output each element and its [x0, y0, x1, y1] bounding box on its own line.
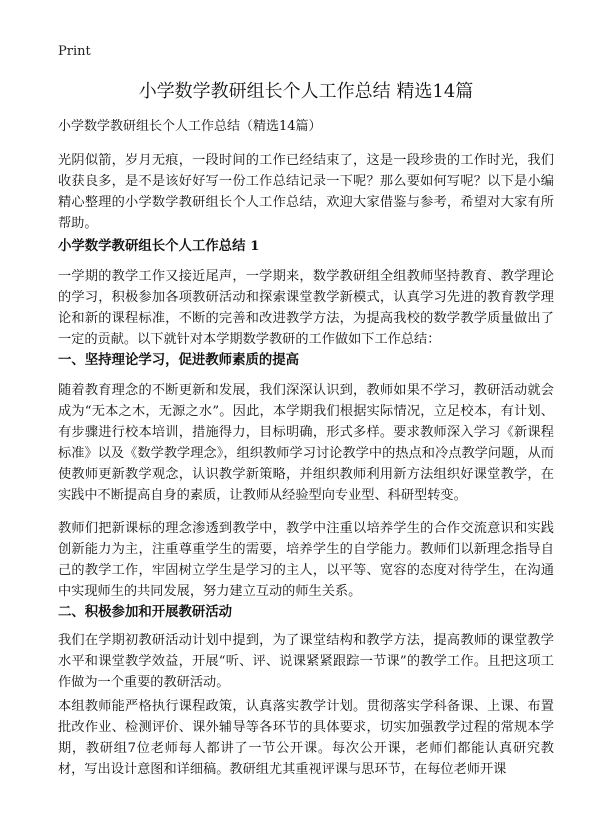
- document-title: 小学数学教研组长个人工作总结 精选14篇: [138, 81, 474, 102]
- heading-1-paragraph-1: 随着教育理念的不断更新和发展，我们深深认识到，教师如果不学习，教研活动就会成为“无本之木，无源之水”。因此，本学期我们根据实际情况，立足校本，有计划、有步骤进行校本培训，措施得力，目标明确，形式多样。要求教师深入学习《新课程标准》以及《数学教学理念》，组织教师学习讨论教学中的热点和冷点教学问题，从而使教师更新教学观念，认识教学新策略，并组织教师利用新方法组织好课堂教学，在实践中不断提高自身的素质，让教师从经验型向专业型、科研型转变。: [58, 383, 554, 503]
- heading-1-paragraph-2: 教师们把新课标的理念渗透到教学中，教学中注重以培养学生的合作交流意识和实践创新能力为主，注重尊重学生的需要，培养学生的自学能力。教师们以新理念指导自己的教学工作，牢固树立学生是学习的主人，以平等、宽容的态度对待学生，在沟通中实现师生的共同发展，努力建立互动的师生关系。: [58, 521, 554, 599]
- heading-2-paragraph-2: 本组教师能严格执行课程政策，认真落实教学计划。贯彻落实学科备课、上课、布置批改作业、检测评价、课外辅导等各环节的具体要求，切实加强教学过程的常规本学期，教研组7位老师每人都讲了一节公开课。每次公开课，老师们都能认真研究教材，写出设计意图和详细稿。教研组尤其重视评课与思环节，在每位老师开课: [58, 699, 554, 777]
- intro-paragraph: 光阴似箭，岁月无痕，一段时间的工作已经结束了，这是一段珍贵的工作时光，我们收获良多，是不是该好好写一份工作总结记录一下呢？那么要如何写呢？以下是小编精心整理的小学数学教研组长个人工作总结，欢迎大家借鉴与参考，希望对大家有所帮助。: [58, 153, 554, 231]
- print-label: Print: [58, 44, 91, 59]
- heading-2: 二、积极参加和开展教研活动: [58, 604, 233, 620]
- heading-2-paragraph-1: 我们在学期初教研活动计划中提到，为了课堂结构和教学方法，提高教师的课堂教学水平和课堂教学效益，开展“听、评、说课紧紧跟踪一节课”的教学工作。且把这项工作做为一个重要的教研活动。: [58, 633, 554, 690]
- document-subtitle: 小学数学教研组长个人工作总结（精选14篇）: [58, 119, 322, 134]
- section-1-paragraph: 一学期的教学工作又接近尾声，一学期来，数学教研组全组教师坚持教育、教学理论的学习，积极参加各项教研活动和探索课堂教学新模式，认真学习先进的教育教学理论和新的课程标准，不断的完善和改进教学方法，为提高我校的数学教学质量做出了一定的贡献。以下就针对本学期数学教研的工作做如下工作总结：: [58, 269, 554, 347]
- section-1-title: 小学数学教研组长个人工作总结 1: [58, 238, 260, 254]
- heading-1: 一、坚持理论学习，促进教师素质的提高: [58, 352, 300, 368]
